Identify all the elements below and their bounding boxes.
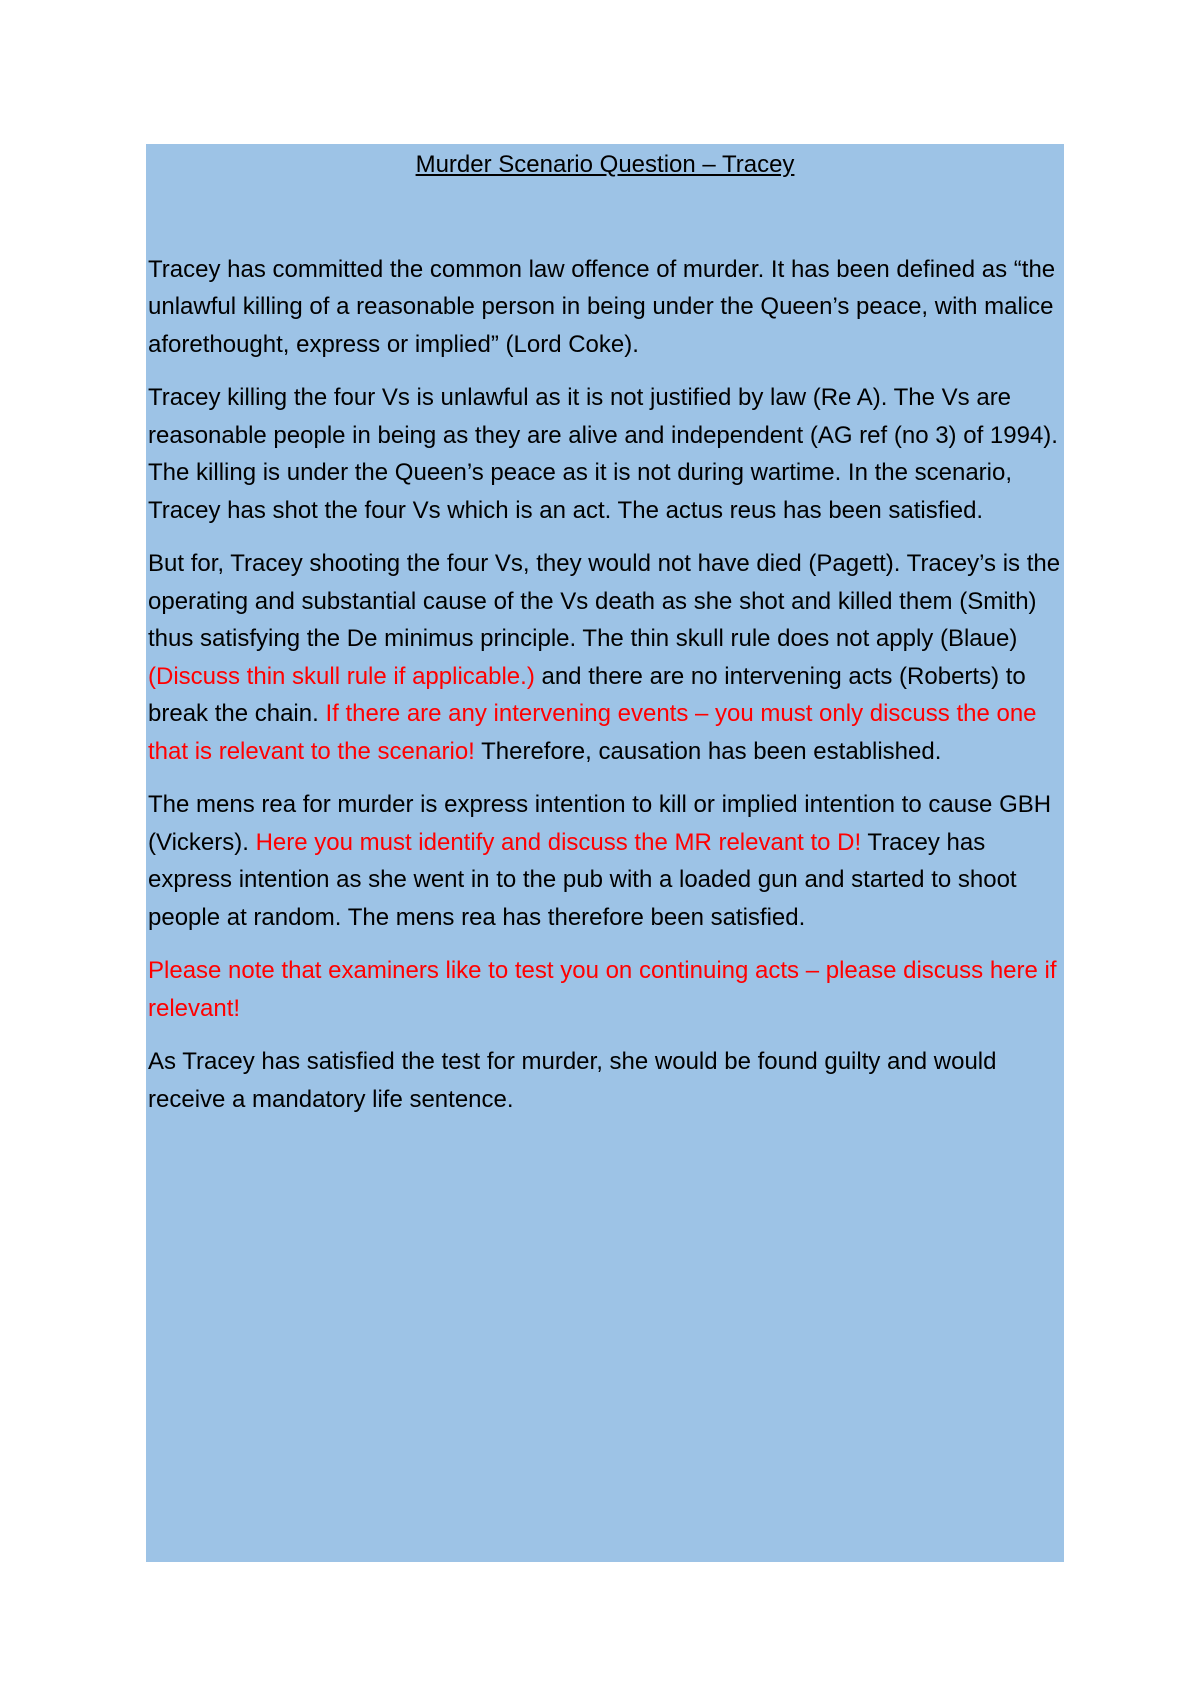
highlight-note: Please note that examiners like to test you on continuing acts – please discuss here if relevant! <box>148 957 1057 1022</box>
paragraph-text: But for, Tracey shooting the four Vs, they would not have died (Pagett). Tracey’s is the operating and substantial cause of the Vs death as she shot and killed them (Smith) thus satisfying the De minimus principle. The thin skull rule does not apply (Blaue) <box>148 550 1061 652</box>
paragraph-continuing-acts-note <box>148 952 1062 1027</box>
document-title: Murder Scenario Question – Tracey <box>415 151 795 178</box>
paragraph-causation <box>148 545 1062 770</box>
highlight-note: (Discuss thin skull rule if applicable.) <box>148 662 535 690</box>
paragraph-text: and there are no intervening acts (Roberts) to break the chain. <box>148 662 1026 727</box>
paragraph-actus-reus <box>148 379 1062 529</box>
document-body <box>148 251 1062 1119</box>
paragraph-conclusion <box>148 1043 1062 1118</box>
paragraph-text: Therefore, causation has been established. <box>474 737 942 765</box>
paragraph-text: As Tracey has satisfied the test for murder, she would be found guilty and would receive a mandatory life sentence. <box>148 1048 997 1113</box>
paragraph-text: Tracey has committed the common law offence of murder. It has been defined as “the unlawful killing of a reasonable person in being under the Queen’s peace, with malice aforethought, express or implied” (Lord Coke). <box>148 255 1056 358</box>
highlight-note: If there are any intervening events – you must only discuss the one that is relevant to the scenario! <box>148 700 1037 765</box>
highlight-note: Here you must identify and discuss the MR relevant to D! <box>255 828 862 856</box>
paragraph-text: Tracey has express intention as she went in to the pub with a loaded gun and started to shoot people at random. The mens rea has therefore been satisfied. <box>148 828 1017 931</box>
paragraph-intro <box>148 251 1062 364</box>
paragraph-text: The mens rea for murder is express intention to kill or implied intention to cause GBH (Vickers). <box>148 791 1052 856</box>
paragraph-text: Tracey killing the four Vs is unlawful as it is not justified by law (Re A). The Vs are reasonable people in being as they are alive and independent (AG ref (no 3) of 1994). The killing is under the Queen’s peace as it is not during wartime. In the scenario, Tracey has shot the four Vs which is an act. The actus reus has been satisfied. <box>148 384 1058 524</box>
document-panel <box>146 144 1064 1562</box>
paragraph-mens-rea <box>148 786 1062 936</box>
